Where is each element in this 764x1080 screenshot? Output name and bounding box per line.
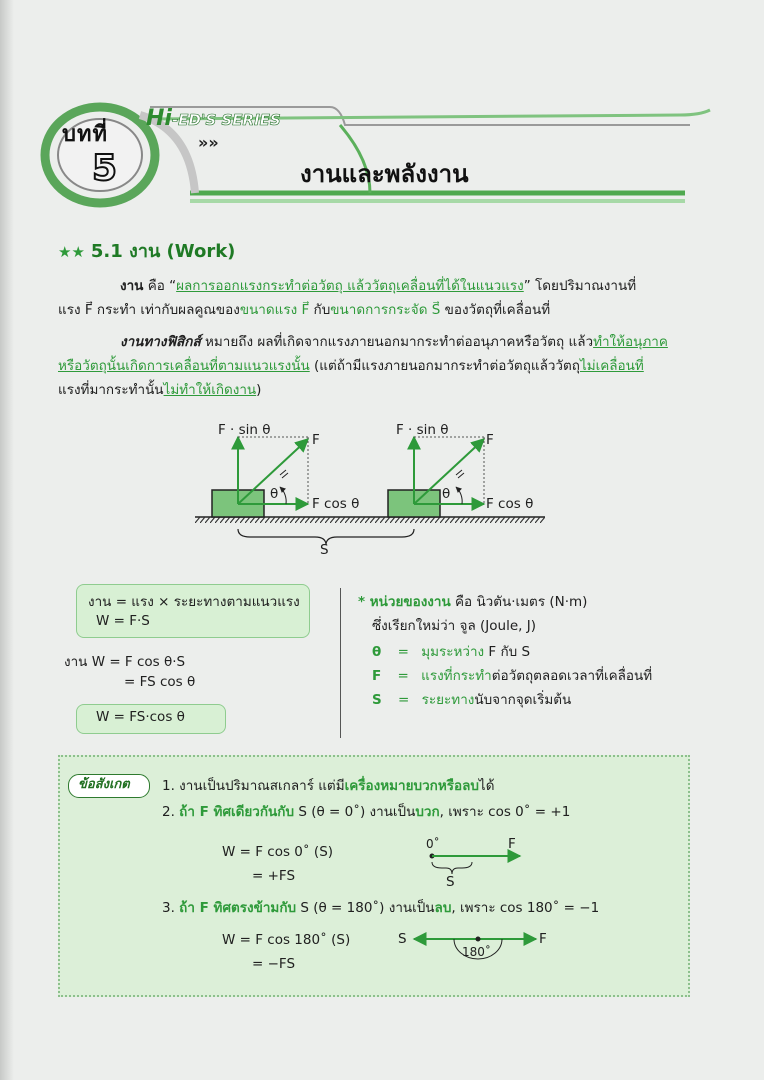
para2-highlight: หรือวัตถุนั้นเกิดการเคลื่อนที่ตามแนวแรงนั้น [58,358,310,374]
def-force [372,666,652,686]
fig-f-cos-label-2: F cos θ [486,496,534,512]
note-highlight: ถ้า F ทิศเดียวกันกับ [179,804,295,820]
def-distance [372,690,571,710]
note3-eq1: W = F cos 180˚ (S) [222,932,351,948]
para2-highlight: ไม่เคลื่อนที่ [579,358,644,374]
note2-force: F [508,836,516,852]
fig-f-cos-label-1: F cos θ [312,496,360,512]
def-rest: นับจากจุดเริ่มต้น [474,692,572,708]
def-equals: = [397,644,409,660]
para2-text: หมายถึง ผลที่เกิดจากแรงภายนอกมากระทำต่ออนุภาคหรือวัตถุ แล้ว [200,334,594,350]
para2-highlight: ทำให้อนุภาค [593,334,668,350]
note-text: ได้ [478,778,495,794]
chapter-banner [40,85,720,215]
fig-f-label-1: F [312,432,320,448]
units-label: * หน่วยของงาน [358,594,451,610]
formula-line3: งาน W = F cos θ·S [64,654,186,670]
note-highlight: บวก [415,804,440,820]
note3-distance: S [398,931,407,947]
para2-line3 [58,380,261,400]
section-title-text: 5.1 งาน (Work) [90,241,236,262]
fig-f-label-2: F [486,432,494,448]
note-highlight: ถ้า F ทิศตรงข้ามกับ [179,900,297,916]
fig-s-label: S [320,542,329,558]
note-text: S (θ = 180˚) งานเป็น [296,900,435,916]
note-text: S (θ = 0˚) งานเป็น [294,804,416,820]
formula-box2: W = FS·cos θ [96,709,185,725]
note2-angle: 0˚ [426,837,440,851]
chapter-number: 5 [92,148,118,189]
units-heading [358,592,587,612]
star-icon: ★★ [58,243,85,261]
notes-badge-label: ข้อสังเกต [78,777,130,792]
para2-text: แรงที่มากระทำนั้น [58,382,164,398]
def-term: แรงที่กระทำ [421,668,492,684]
para2-line1 [120,332,668,352]
series-name [146,106,281,131]
note-1 [162,776,494,796]
force-magnitude: ขนาดแรง F⃗ [239,302,310,318]
chapter-title: งานและพลังงาน [300,160,469,188]
def-term: ระยะทาง [421,692,475,708]
note-text: 3. [162,900,180,916]
units-line2: ซึ่งเรียกใหม่ว่า จูล (Joule, J) [372,618,536,634]
para1-text: คือ “ [143,278,177,294]
note-text: , เพราะ cos 0˚ = +1 [439,804,571,820]
note-text: , เพราะ cos 180˚ = −1 [451,900,600,916]
note-2 [162,802,570,822]
para2-highlight: ไม่ทำให้เกิดงาน [163,382,257,398]
def-rest: ต่อวัตถุตลอดเวลาที่เคลื่อนที่ [491,668,653,684]
term-work: งาน [120,278,144,294]
formula-box1-line2: W = F·S [96,613,150,629]
series-rest: -ED'S SERIES [171,111,281,129]
para2-text: (แต่ถ้ามีแรงภายนอกมากระทำต่อวัตถุแล้ววัตถุ [309,358,580,374]
note3-eq2: = −FS [252,956,296,972]
def-equals: = [397,668,409,684]
term-physics-work: งานทางฟิสิกส์ [120,334,201,350]
para2-line2 [58,356,644,376]
note-text: 1. งานเป็นปริมาณสเกลาร์ แต่มี [162,778,345,794]
column-divider [340,588,341,738]
note2-eq2: = +FS [252,868,296,884]
para2-text: ) [256,382,262,398]
chapter-label: บทที่ [62,122,108,147]
fig-theta-label-1: θ [270,486,279,502]
def-rest: F กับ S [484,644,531,660]
def-equals: = [398,692,410,708]
fig-f-sin-label-1: F · sin θ [218,422,271,438]
para1-text: กับ [309,302,331,318]
fig-theta-label-2: θ [442,486,451,502]
note-highlight: ลบ [434,900,452,916]
units-value: คือ นิวตัน·เมตร (N·m) [450,594,588,610]
def-symbol: S [372,692,382,708]
work-definition: ผลการออกแรงกระทำต่อวัตถุ แล้ววัตถุเคลื่อนที่ได้ในแนวแรง [176,278,524,294]
def-symbol: θ [372,644,382,660]
para1-line1 [120,276,636,296]
note-text: 2. [162,804,180,820]
para1-text: แรง F⃗ กระทำ เท่ากับผลคูณของ [58,302,240,318]
formula-line4: = FS cos θ [124,674,196,690]
para1-text: ของวัตถุที่เคลื่อนที่ [440,302,551,318]
note2-eq1: W = F cos 0˚ (S) [222,844,334,860]
formula-box1-line1: งาน = แรง × ระยะทางตามแนวแรง [88,594,300,610]
def-theta [372,642,530,662]
note3-force: F [539,931,547,947]
double-chevron-icon: »» [198,133,219,152]
fig-f-sin-label-2: F · sin θ [396,422,449,438]
para1-text-end: ” โดยปริมาณงานที่ [523,278,637,294]
note-3 [162,898,599,918]
note-highlight: เครื่องหมายบวกหรือลบ [344,778,479,794]
displacement-magnitude: ขนาดการกระจัด S⃗ [330,302,441,318]
def-symbol: F [372,668,382,684]
note2-distance: S [446,874,455,890]
note3-angle: 180˚ [462,945,491,959]
section-title [58,236,235,265]
def-term: มุมระหว่าง [421,644,485,660]
series-hi: Hi [146,106,172,131]
para1-line2 [58,300,550,320]
